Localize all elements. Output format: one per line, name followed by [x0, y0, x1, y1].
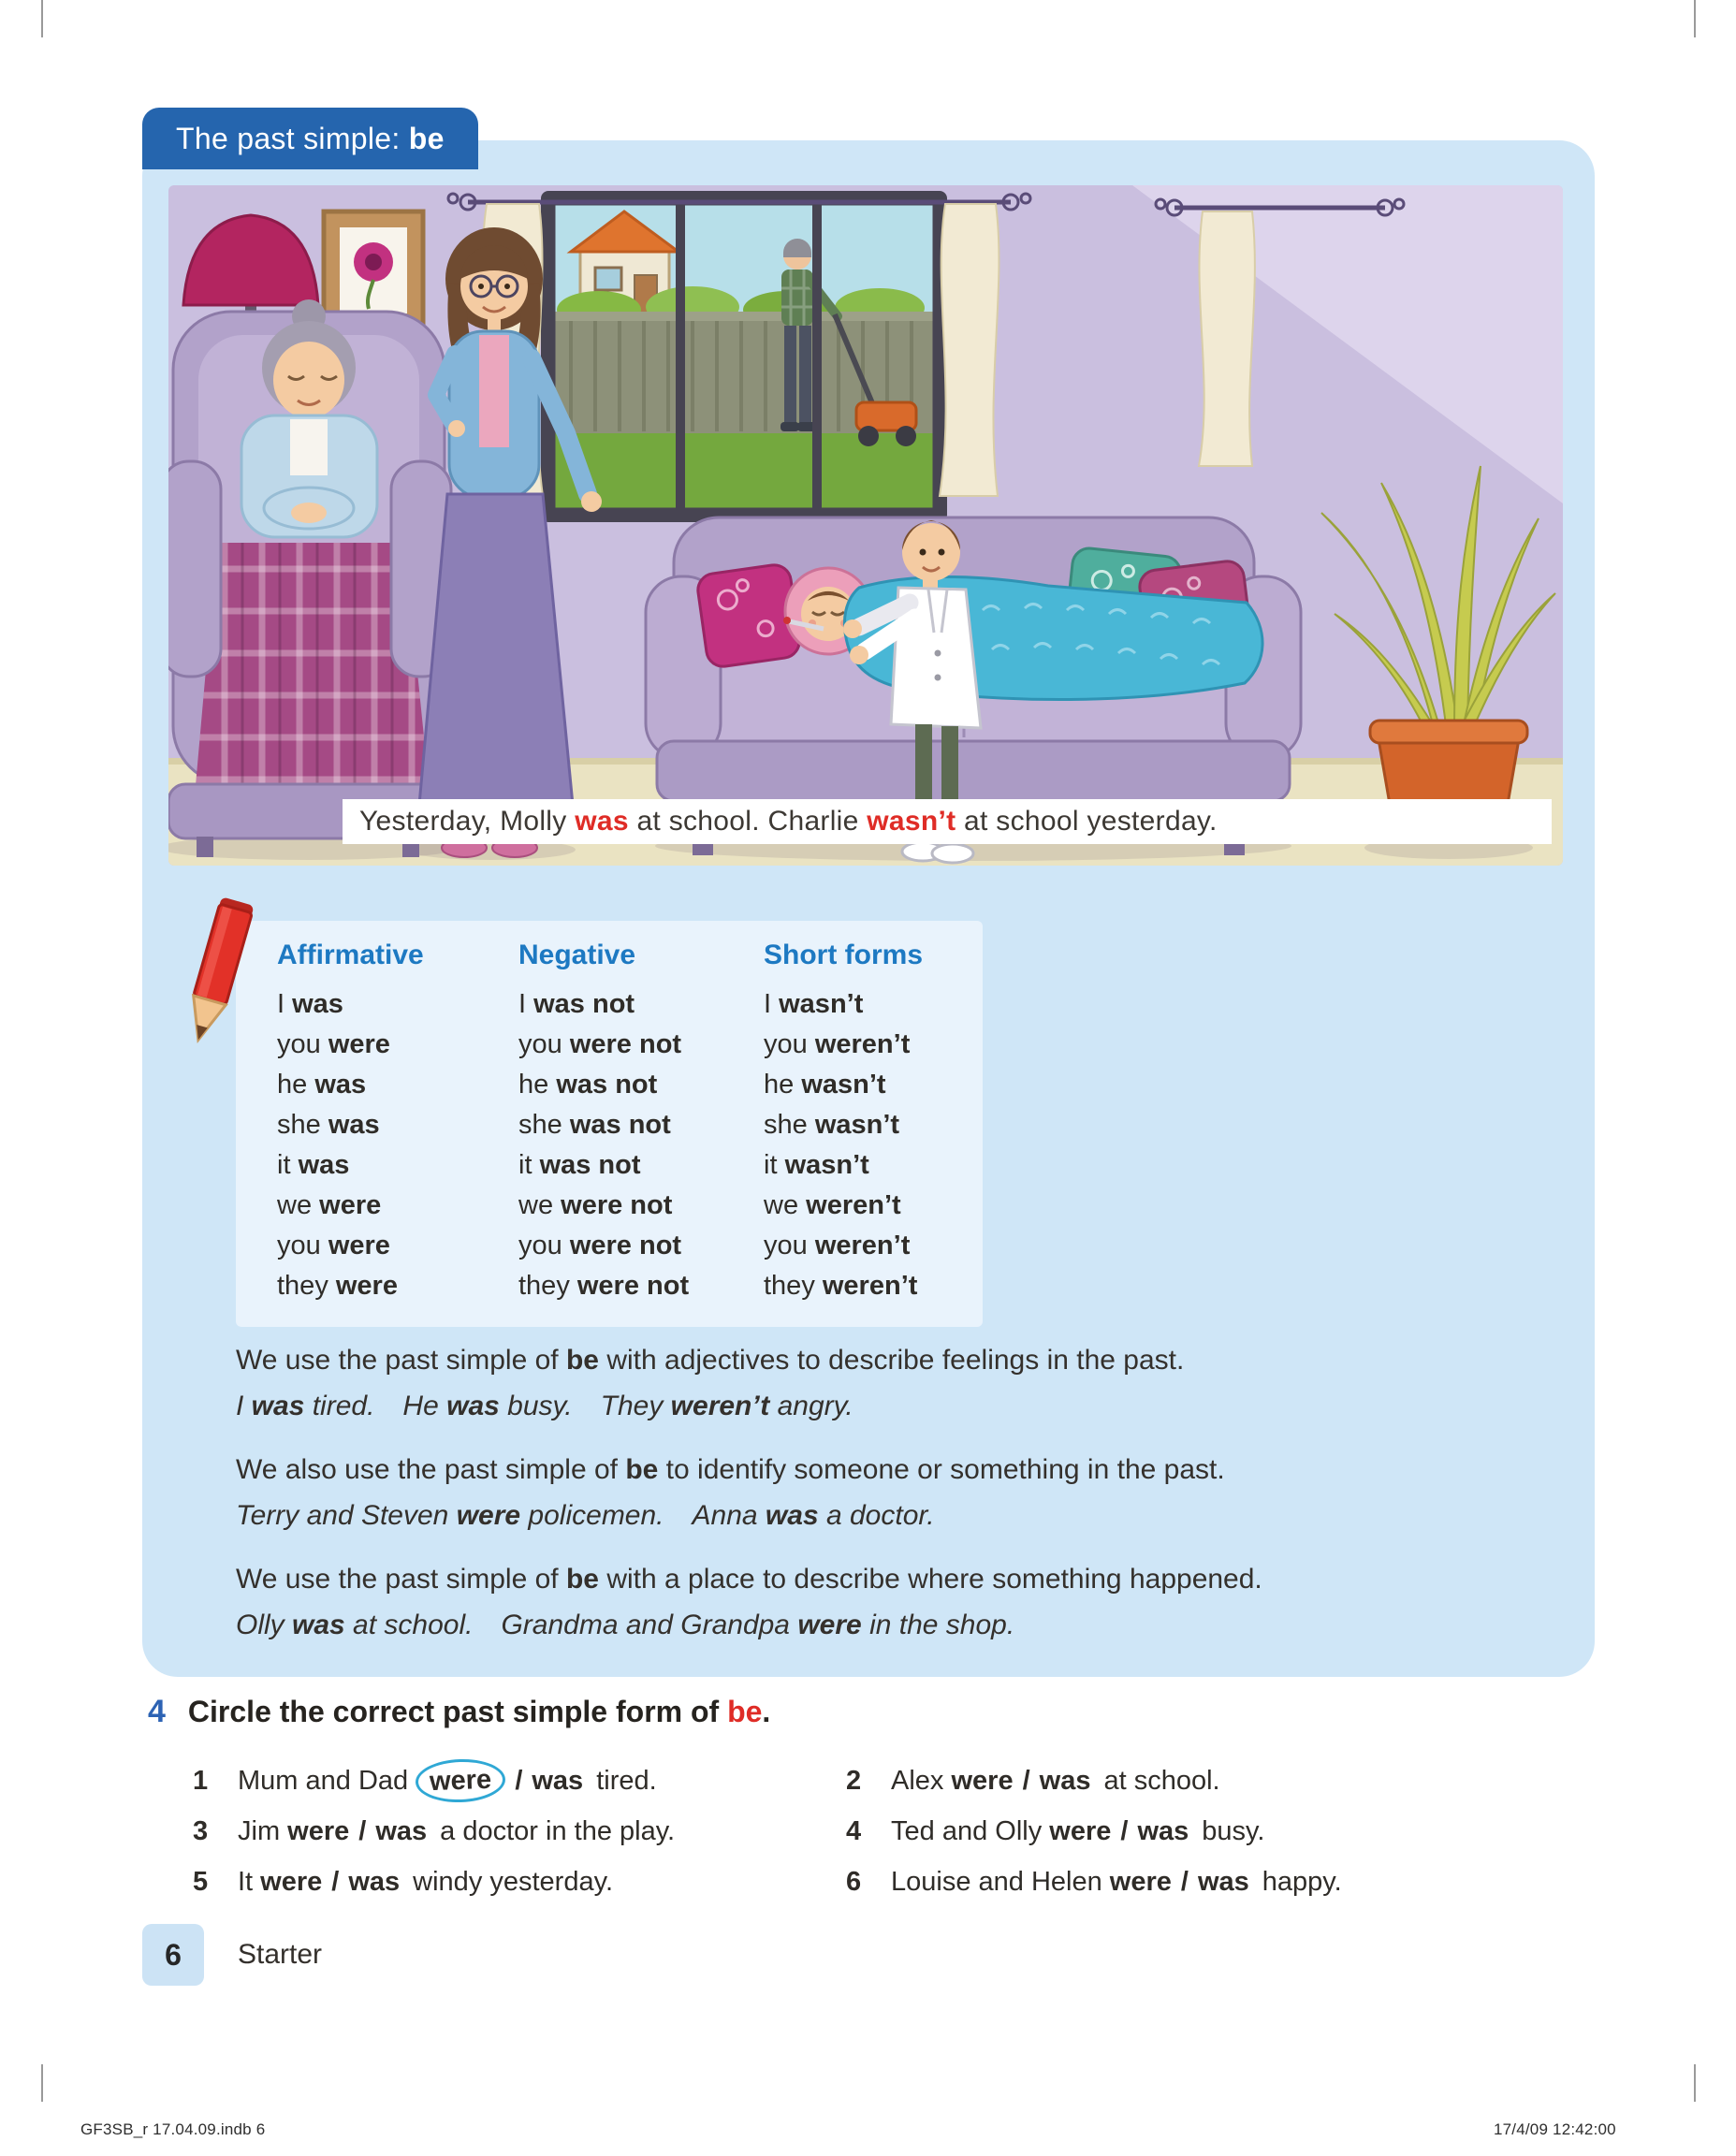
pronoun: we [518, 1190, 562, 1220]
pronoun: it [277, 1150, 299, 1180]
pronoun: I [518, 989, 534, 1019]
text-segment: wasn’t [867, 806, 956, 837]
verb-form: was not [539, 1150, 641, 1180]
pronoun: she [277, 1110, 328, 1140]
rule-example [236, 1388, 1548, 1425]
option-separator: / [1120, 1816, 1129, 1846]
text-segment: was [292, 1610, 345, 1640]
exercise-number: 4 [148, 1694, 166, 1729]
pronoun: he [518, 1070, 557, 1100]
verb-form: was [298, 1150, 350, 1180]
crop-mark [41, 0, 43, 37]
pronoun: you [277, 1029, 328, 1059]
pronoun: she [518, 1110, 570, 1140]
option-were: were [287, 1816, 350, 1846]
table-cell-short_form [764, 1186, 983, 1226]
option-separator: / [331, 1867, 340, 1897]
option-was: was [375, 1816, 428, 1846]
text-segment: Anna [692, 1500, 766, 1531]
exercise-item [846, 1806, 1597, 1857]
table-cell-negative [518, 1145, 764, 1186]
verb-form: wasn’t [784, 1150, 869, 1180]
text-segment: at school. [344, 1610, 502, 1640]
table-cell-negative [518, 1266, 764, 1306]
item-subject: Mum and Dad [238, 1766, 416, 1796]
text-segment: a doctor. [818, 1500, 935, 1531]
usage-rule-place [236, 1561, 1548, 1644]
text-segment: I [236, 1391, 252, 1421]
table-cell-negative [518, 1186, 764, 1226]
pronoun: they [277, 1271, 336, 1301]
table-cell-short_form [764, 984, 983, 1025]
exercise-heading [148, 1694, 770, 1730]
option-was: was [532, 1766, 584, 1796]
window [541, 191, 947, 522]
text-segment: We also use the past simple of [236, 1454, 626, 1485]
verb-form: was not [533, 989, 635, 1019]
item-text [238, 1867, 613, 1897]
pronoun: I [277, 989, 293, 1019]
illustration-caption [343, 799, 1552, 844]
pronoun: you [518, 1231, 570, 1260]
item-text [891, 1867, 1342, 1897]
item-subject: Alex [891, 1766, 952, 1796]
rule-example [236, 1607, 1548, 1644]
verb-form: wasn’t [801, 1070, 886, 1100]
verb-form: weren’t [806, 1190, 901, 1220]
option-were: were [429, 1764, 492, 1798]
option-was: was [348, 1867, 401, 1897]
table-cell-short_form [764, 1145, 983, 1186]
text-segment: Grandma and Grandpa [501, 1610, 798, 1640]
rule-text [236, 1342, 1548, 1379]
option-separator: / [1022, 1766, 1030, 1796]
page-number: 6 [165, 1937, 182, 1972]
table-cell-negative [518, 1226, 764, 1266]
item-number: 1 [193, 1766, 209, 1796]
option-were: were [260, 1867, 323, 1897]
text-segment: weren’t [670, 1391, 770, 1421]
pronoun: it [518, 1150, 540, 1180]
table-cell-negative [518, 1105, 764, 1145]
text-segment: were [797, 1610, 862, 1640]
table-cell-affirmative [277, 1025, 518, 1065]
text-segment: was [765, 1500, 819, 1531]
text-segment: be [565, 1345, 599, 1376]
verb-form: wasn’t [814, 1110, 900, 1140]
verb-form: were [328, 1029, 390, 1059]
pronoun: we [764, 1190, 807, 1220]
verb-form: were [319, 1190, 382, 1220]
table-cell-affirmative [277, 1186, 518, 1226]
section-tab [142, 108, 478, 169]
usage-notes [236, 1342, 1548, 1670]
section-label: Starter [238, 1939, 323, 1970]
verb-form: were [335, 1271, 398, 1301]
item-number: 6 [846, 1867, 862, 1897]
table-cell-short_form [764, 1226, 983, 1266]
item-text [238, 1816, 675, 1846]
verb-form: wasn’t [779, 989, 864, 1019]
option-separator: / [1180, 1867, 1189, 1897]
exercise-item [193, 1755, 846, 1806]
pronoun: I [764, 989, 780, 1019]
grammar-table-grid [277, 934, 983, 1306]
text-segment: They [600, 1391, 671, 1421]
verb-form: were not [569, 1231, 682, 1260]
grammar-table [236, 921, 983, 1327]
table-cell-affirmative [277, 1065, 518, 1105]
usage-rule-identify [236, 1451, 1548, 1535]
pronoun: they [764, 1271, 823, 1301]
crop-mark [1694, 2064, 1696, 2102]
pronoun: they [518, 1271, 577, 1301]
text-segment: at school yesterday. [956, 806, 1218, 837]
text-segment: . [762, 1695, 771, 1728]
item-text [238, 1766, 657, 1796]
pronoun: you [518, 1029, 570, 1059]
option-separator: / [358, 1816, 367, 1846]
table-header-negative: Negative [518, 940, 636, 970]
text-segment: to identify someone or something in the past. [658, 1454, 1225, 1485]
verb-form: weren’t [822, 1271, 918, 1301]
verb-form: were not [569, 1029, 682, 1059]
pronoun: she [764, 1110, 815, 1140]
rule-text [236, 1561, 1548, 1598]
text-segment: Circle the correct past simple form of [187, 1695, 728, 1728]
table-cell-short_form [764, 1105, 983, 1145]
table-cell-short_form [764, 1025, 983, 1065]
text-segment: at school. Charlie [628, 806, 868, 837]
pronoun: you [764, 1231, 815, 1260]
item-complement: windy yesterday. [413, 1867, 614, 1897]
pronoun: he [764, 1070, 802, 1100]
pronoun: he [277, 1070, 315, 1100]
verb-form: were [328, 1231, 390, 1260]
verb-form: was not [556, 1070, 658, 1100]
option-were: were [1049, 1816, 1112, 1846]
pronoun: it [764, 1150, 785, 1180]
exercise-items [193, 1755, 1597, 1907]
text-segment: was [251, 1391, 305, 1421]
crop-mark [1694, 0, 1696, 37]
table-cell-affirmative [277, 984, 518, 1025]
pronoun: you [764, 1029, 815, 1059]
option-was: was [1039, 1766, 1091, 1796]
verb-form: was not [569, 1110, 671, 1140]
item-subject: Ted and Olly [891, 1816, 1050, 1846]
text-segment: be [565, 1564, 599, 1595]
text-segment: was [446, 1391, 500, 1421]
exercise-item [193, 1806, 846, 1857]
usage-rule-feelings [236, 1342, 1548, 1425]
verb-form: weren’t [814, 1231, 911, 1260]
pencil-icon [172, 895, 262, 1054]
verb-form: were not [576, 1271, 690, 1301]
pronoun: you [277, 1231, 328, 1260]
text-segment: busy. [499, 1391, 601, 1421]
table-header-short-forms: Short forms [764, 940, 924, 970]
table-cell-negative [518, 1025, 764, 1065]
text-segment: We use the past simple of [236, 1345, 566, 1376]
exercise-item [193, 1857, 846, 1907]
print-info-right: 17/4/09 12:42:00 [1494, 2120, 1616, 2138]
text-segment: Olly [236, 1610, 292, 1640]
table-cell-short_form [764, 1065, 983, 1105]
table-cell-affirmative [277, 1145, 518, 1186]
crop-mark [41, 2064, 43, 2102]
option-was: was [1137, 1816, 1189, 1846]
text-segment: be [625, 1454, 659, 1485]
text-segment: tired. [304, 1391, 403, 1421]
item-complement: at school. [1103, 1766, 1220, 1796]
item-number: 3 [193, 1816, 209, 1846]
item-text [891, 1816, 1264, 1846]
item-complement: happy. [1262, 1867, 1342, 1897]
text-segment: in the shop. [861, 1610, 1015, 1640]
table-cell-negative [518, 984, 764, 1025]
table-header-affirmative: Affirmative [277, 940, 424, 970]
option-were: were [951, 1766, 1014, 1796]
verb-form: weren’t [814, 1029, 911, 1059]
text-segment: was [575, 806, 629, 837]
rule-text [236, 1451, 1548, 1489]
verb-form: was [314, 1070, 367, 1100]
text-segment: with a place to describe where something happened. [598, 1564, 1262, 1595]
text-segment: angry. [769, 1391, 853, 1421]
exercise-item [846, 1755, 1597, 1806]
table-cell-affirmative [277, 1266, 518, 1306]
answer-circle [415, 1757, 506, 1803]
item-complement: tired. [596, 1766, 657, 1796]
text-segment: Terry and Steven [236, 1500, 457, 1531]
verb-form: were not [561, 1190, 673, 1220]
text-segment: were [456, 1500, 521, 1531]
illustration [168, 185, 1563, 866]
print-info-left: GF3SB_r 17.04.09.indb 6 [80, 2120, 266, 2138]
text-segment: be [408, 121, 445, 155]
item-subject: It [238, 1867, 261, 1897]
table-cell-negative [518, 1065, 764, 1105]
text-segment: be [727, 1695, 763, 1728]
text-segment: Yesterday, Molly [359, 806, 576, 837]
item-subject: Jim [238, 1816, 288, 1846]
page-number-badge [142, 1924, 204, 1986]
exercise-title [188, 1695, 770, 1729]
grass [554, 433, 934, 509]
option-was: was [1197, 1867, 1249, 1897]
option-separator: / [515, 1766, 523, 1796]
curtain-right [940, 204, 999, 496]
text-segment: policemen. [520, 1500, 693, 1531]
text-segment: with adjectives to describe feelings in the past. [598, 1345, 1185, 1376]
rule-example [236, 1497, 1548, 1535]
pronoun: we [277, 1190, 320, 1220]
option-were: were [1109, 1867, 1172, 1897]
verb-form: was [292, 989, 343, 1019]
item-number: 4 [846, 1816, 862, 1846]
item-number: 5 [193, 1867, 209, 1897]
text-segment: The past simple: [176, 121, 409, 155]
table-cell-affirmative [277, 1105, 518, 1145]
item-complement: a doctor in the play. [440, 1816, 676, 1846]
living-room-scene [168, 185, 1563, 866]
section-title [176, 122, 445, 156]
item-complement: busy. [1202, 1816, 1265, 1846]
text-segment: He [402, 1391, 447, 1421]
exercise-item [846, 1857, 1597, 1907]
item-text [891, 1766, 1220, 1796]
text-segment: We use the past simple of [236, 1564, 566, 1595]
item-number: 2 [846, 1766, 862, 1796]
item-subject: Louise and Helen [891, 1867, 1110, 1897]
table-cell-short_form [764, 1266, 983, 1306]
table-cell-affirmative [277, 1226, 518, 1266]
verb-form: was [328, 1110, 380, 1140]
